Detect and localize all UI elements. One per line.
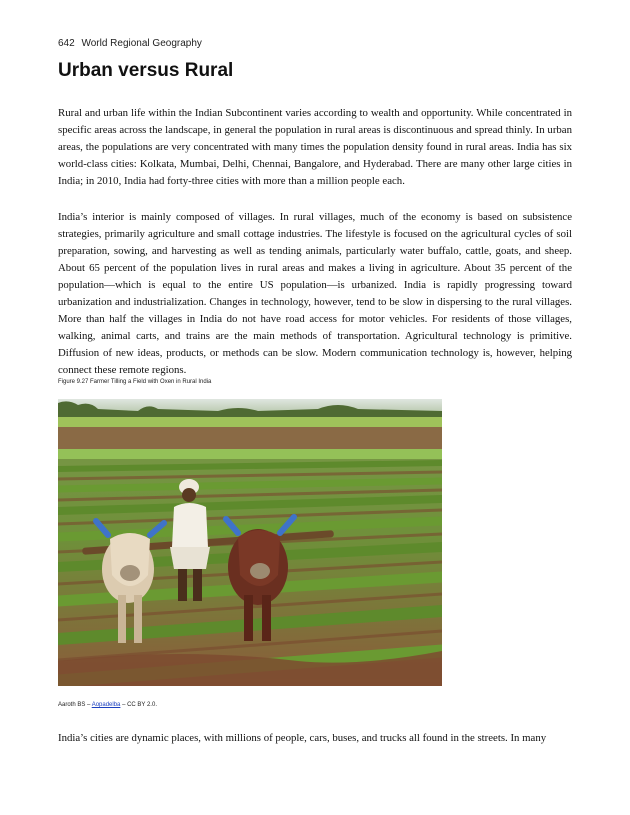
credit-prefix: Aaroth BS –	[58, 702, 92, 708]
running-header	[58, 38, 202, 49]
body-paragraph: India’s interior is mainly composed of villages. In rural villages, much of the economy is based on subsistence strategies, primarily agriculture and small cottage industries. The lifestyle is focused on the agricultural cycles of soil preparation, sowing, and harvesting as well as tending animals, particularly water buffalo, cattle, goats, and sheep. About 65 percent of the population lives in rural areas and makes a living in agriculture. About 35 percent of the population—which is equal to the entire US population—is urbanized. India is rapidly progressing toward urbanization and industrialization. Changes in technology, however, tend to be slow in dispersing to the rural villages. More than half the villages in India do not have road access for motor vehicles. For residents of those villages, walking, animal carts, and trains are the main methods of transportation. Agricultural technology is primitive. Diffusion of new ideas, products, or methods can be slow. Modern communication technology is, however, helping connect these remote regions.	[58, 211, 572, 376]
section-title: Urban versus Rural	[58, 60, 234, 81]
body-paragraph: India’s cities are dynamic places, with millions of people, cars, buses, and trucks all found in the streets. In many	[58, 732, 547, 744]
page-number: 642	[58, 38, 75, 49]
credit-link[interactable]: Aopadelba	[91, 702, 121, 708]
figure-caption: Figure 9.27 Farmer Tilling a Field with Oxen in Rural India	[58, 379, 212, 385]
figure-credit	[58, 702, 157, 708]
credit-suffix: – CC BY 2.0.	[120, 702, 157, 708]
book-title: World Regional Geography	[81, 38, 202, 49]
farmer-oxen-photo	[58, 399, 442, 686]
body-paragraph: Rural and urban life within the Indian Subcontinent varies according to wealth and opportunity. While concentrated in specific areas across the landscape, in general the population in rural areas is discontinuous and spread thinly. In urban areas, the populations are very concentrated with many times the population density found in rural areas. India has six world-class cities: Kolkata, Mumbai, Delhi, Chennai, Bangalore, and Hyderabad. There are many other large cities in India; in 2010, India had forty-three cities with more than a million people each.	[58, 107, 572, 187]
